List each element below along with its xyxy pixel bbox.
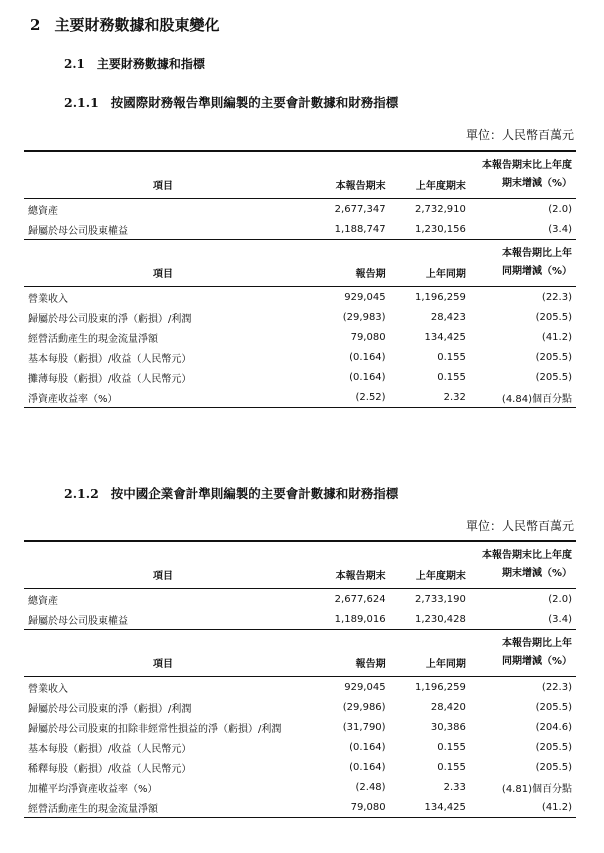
row-current-value: (0.164) bbox=[349, 741, 386, 753]
cas-title: 按中國企業會計準則編製的主要會計數據和財務指標 bbox=[110, 486, 399, 501]
row-change-value: (205.5) bbox=[535, 371, 572, 383]
row-label: 攤薄每股（虧損）/收益（人民幣元） bbox=[28, 373, 192, 385]
table-row bbox=[24, 797, 576, 818]
row-change-value: (2.0) bbox=[548, 203, 572, 215]
row-current-value: 929,045 bbox=[344, 681, 386, 693]
row-label: 總資產 bbox=[28, 595, 58, 607]
row-change-value: (2.0) bbox=[548, 593, 572, 605]
row-prior-value: 28,420 bbox=[430, 701, 466, 713]
header-change bbox=[470, 151, 576, 199]
table-row bbox=[24, 307, 576, 327]
row-current-value: (2.48) bbox=[355, 781, 386, 793]
row-label: 稀釋每股（虧損）/收益（人民幣元） bbox=[28, 763, 192, 775]
table-header-row bbox=[24, 151, 576, 199]
header-period-end: 本報告期末 bbox=[302, 541, 390, 589]
row-prior-value: 1,196,259 bbox=[415, 291, 466, 303]
cas-unit-label: 單位：人民幣百萬元 bbox=[465, 519, 574, 533]
row-prior-value: 1,230,156 bbox=[390, 219, 470, 240]
header-change bbox=[470, 541, 576, 589]
row-change-value: (3.4) bbox=[470, 609, 576, 630]
row-current-value: 1,188,747 bbox=[302, 219, 390, 240]
row-prior-value: 30,386 bbox=[430, 721, 466, 733]
row-change-value: (41.2) bbox=[541, 331, 572, 343]
row-prior-value: 0.155 bbox=[437, 351, 466, 363]
header-change bbox=[470, 240, 576, 287]
header-change-line1: 本報告期末比上年度 bbox=[482, 550, 572, 561]
table-row bbox=[24, 609, 576, 630]
cas-number: 2.1.2 bbox=[64, 486, 99, 501]
row-current-value: (31,790) bbox=[342, 721, 386, 733]
row-prior-value: 28,423 bbox=[430, 311, 466, 323]
table-row bbox=[24, 737, 576, 757]
table-row bbox=[24, 387, 576, 408]
table-row bbox=[24, 697, 576, 717]
header-change-line2: 同期增減（%） bbox=[501, 266, 572, 277]
row-current-value: 2,677,624 bbox=[334, 593, 386, 605]
header-item: 項目 bbox=[24, 151, 302, 199]
row-label: 基本每股（虧損）/收益（人民幣元） bbox=[28, 743, 192, 755]
row-prior-value: 1,230,428 bbox=[390, 609, 470, 630]
table-row bbox=[24, 367, 576, 387]
row-change-value: (205.5) bbox=[535, 351, 572, 363]
row-change-value: (205.5) bbox=[535, 741, 572, 753]
table-row bbox=[24, 777, 576, 797]
row-change-value: (204.6) bbox=[535, 721, 572, 733]
subsection-number: 2.1 bbox=[64, 57, 85, 71]
row-label: 淨資產收益率（%） bbox=[24, 387, 302, 408]
row-current-value: (0.164) bbox=[349, 761, 386, 773]
table-subheader-row bbox=[24, 240, 576, 287]
table-row bbox=[24, 199, 576, 220]
ifrs-title: 按國際財務報告準則編製的主要會計數據和財務指標 bbox=[110, 95, 399, 110]
header-change-line1: 本報告期末比上年度 bbox=[482, 160, 572, 171]
row-prior-value: 2,732,910 bbox=[415, 203, 466, 215]
table-row bbox=[24, 327, 576, 347]
row-current-value: 79,080 bbox=[302, 797, 390, 818]
row-label: 基本每股（虧損）/收益（人民幣元） bbox=[28, 353, 192, 365]
row-prior-value: 0.155 bbox=[437, 371, 466, 383]
row-change-value: (4.84)個百分點 bbox=[470, 387, 576, 408]
row-change-value: (205.5) bbox=[535, 761, 572, 773]
row-current-value: 929,045 bbox=[344, 291, 386, 303]
ifrs-unit-label: 單位：人民幣百萬元 bbox=[465, 128, 574, 142]
header-period: 報告期 bbox=[302, 630, 390, 677]
header-change-line2: 期末增減（%） bbox=[501, 568, 572, 579]
row-prior-value: 2.33 bbox=[443, 781, 466, 793]
header-period-end: 本報告期末 bbox=[302, 151, 390, 199]
header-change-line1: 本報告期比上年 bbox=[502, 638, 572, 649]
ifrs-heading bbox=[64, 93, 398, 111]
row-change-value: (205.5) bbox=[535, 311, 572, 323]
table-row bbox=[24, 757, 576, 777]
row-prior-value: 134,425 bbox=[390, 797, 470, 818]
header-change-line2: 期末增減（%） bbox=[501, 178, 572, 189]
row-current-value: 2,677,347 bbox=[334, 203, 386, 215]
row-label: 加權平均淨資產收益率（%） bbox=[28, 783, 158, 795]
ifrs-number: 2.1.1 bbox=[64, 95, 99, 110]
header-item: 項目 bbox=[24, 630, 302, 677]
table-row bbox=[24, 717, 576, 737]
subsection-title: 主要財務數據和指標 bbox=[96, 57, 205, 71]
row-label: 經營活動產生的現金流量淨額 bbox=[28, 333, 158, 345]
row-change-value: (4.81)個百分點 bbox=[501, 783, 572, 795]
table-header-row bbox=[24, 541, 576, 589]
table-row bbox=[24, 677, 576, 698]
ifrs-table bbox=[24, 150, 576, 408]
row-current-value: (29,983) bbox=[342, 311, 386, 323]
table-row bbox=[24, 347, 576, 367]
header-prior-period: 上年同期 bbox=[390, 630, 470, 677]
row-prior-value: 134,425 bbox=[424, 331, 466, 343]
cas-table bbox=[24, 540, 576, 818]
row-label: 營業收入 bbox=[28, 683, 68, 695]
header-period: 報告期 bbox=[302, 240, 390, 287]
row-prior-value: 1,196,259 bbox=[415, 681, 466, 693]
row-change-value: (41.2) bbox=[470, 797, 576, 818]
header-change-line1: 本報告期比上年 bbox=[502, 248, 572, 259]
row-label: 總資產 bbox=[28, 205, 58, 217]
section-heading bbox=[30, 14, 219, 35]
header-item: 項目 bbox=[24, 541, 302, 589]
row-label: 歸屬於母公司股東權益 bbox=[24, 609, 302, 630]
table-row bbox=[24, 219, 576, 240]
row-current-value: (0.164) bbox=[349, 351, 386, 363]
header-prior-year-end: 上年度期末 bbox=[390, 541, 470, 589]
row-current-value: (29,986) bbox=[342, 701, 386, 713]
row-prior-value: 0.155 bbox=[437, 761, 466, 773]
section-number: 2 bbox=[30, 16, 41, 34]
row-label: 經營活動產生的現金流量淨額 bbox=[24, 797, 302, 818]
cas-heading bbox=[64, 484, 398, 502]
row-label: 歸屬於母公司股東的淨（虧損）/利潤 bbox=[28, 703, 192, 715]
row-prior-value: 0.155 bbox=[437, 741, 466, 753]
row-prior-value: 2.32 bbox=[390, 387, 470, 408]
row-change-value: (22.3) bbox=[541, 681, 572, 693]
section-title: 主要財務數據和股東變化 bbox=[54, 16, 220, 34]
row-change-value: (205.5) bbox=[535, 701, 572, 713]
row-change-value: (22.3) bbox=[541, 291, 572, 303]
row-label: 歸屬於母公司股東的淨（虧損）/利潤 bbox=[28, 313, 192, 325]
row-current-value: 1,189,016 bbox=[302, 609, 390, 630]
row-label: 營業收入 bbox=[28, 293, 68, 305]
header-change bbox=[470, 630, 576, 677]
subsection-heading bbox=[64, 55, 205, 72]
row-current-value: (0.164) bbox=[349, 371, 386, 383]
row-current-value: 79,080 bbox=[350, 331, 386, 343]
header-prior-period: 上年同期 bbox=[390, 240, 470, 287]
row-label: 歸屬於母公司股東的扣除非經常性損益的淨（虧損）/利潤 bbox=[28, 723, 282, 735]
header-item: 項目 bbox=[24, 240, 302, 287]
row-current-value: (2.52) bbox=[302, 387, 390, 408]
row-change-value: (3.4) bbox=[470, 219, 576, 240]
table-subheader-row bbox=[24, 630, 576, 677]
row-prior-value: 2,733,190 bbox=[415, 593, 466, 605]
row-label: 歸屬於母公司股東權益 bbox=[24, 219, 302, 240]
table-row bbox=[24, 589, 576, 610]
table-row bbox=[24, 287, 576, 308]
header-prior-year-end: 上年度期末 bbox=[390, 151, 470, 199]
header-change-line2: 同期增減（%） bbox=[501, 656, 572, 667]
